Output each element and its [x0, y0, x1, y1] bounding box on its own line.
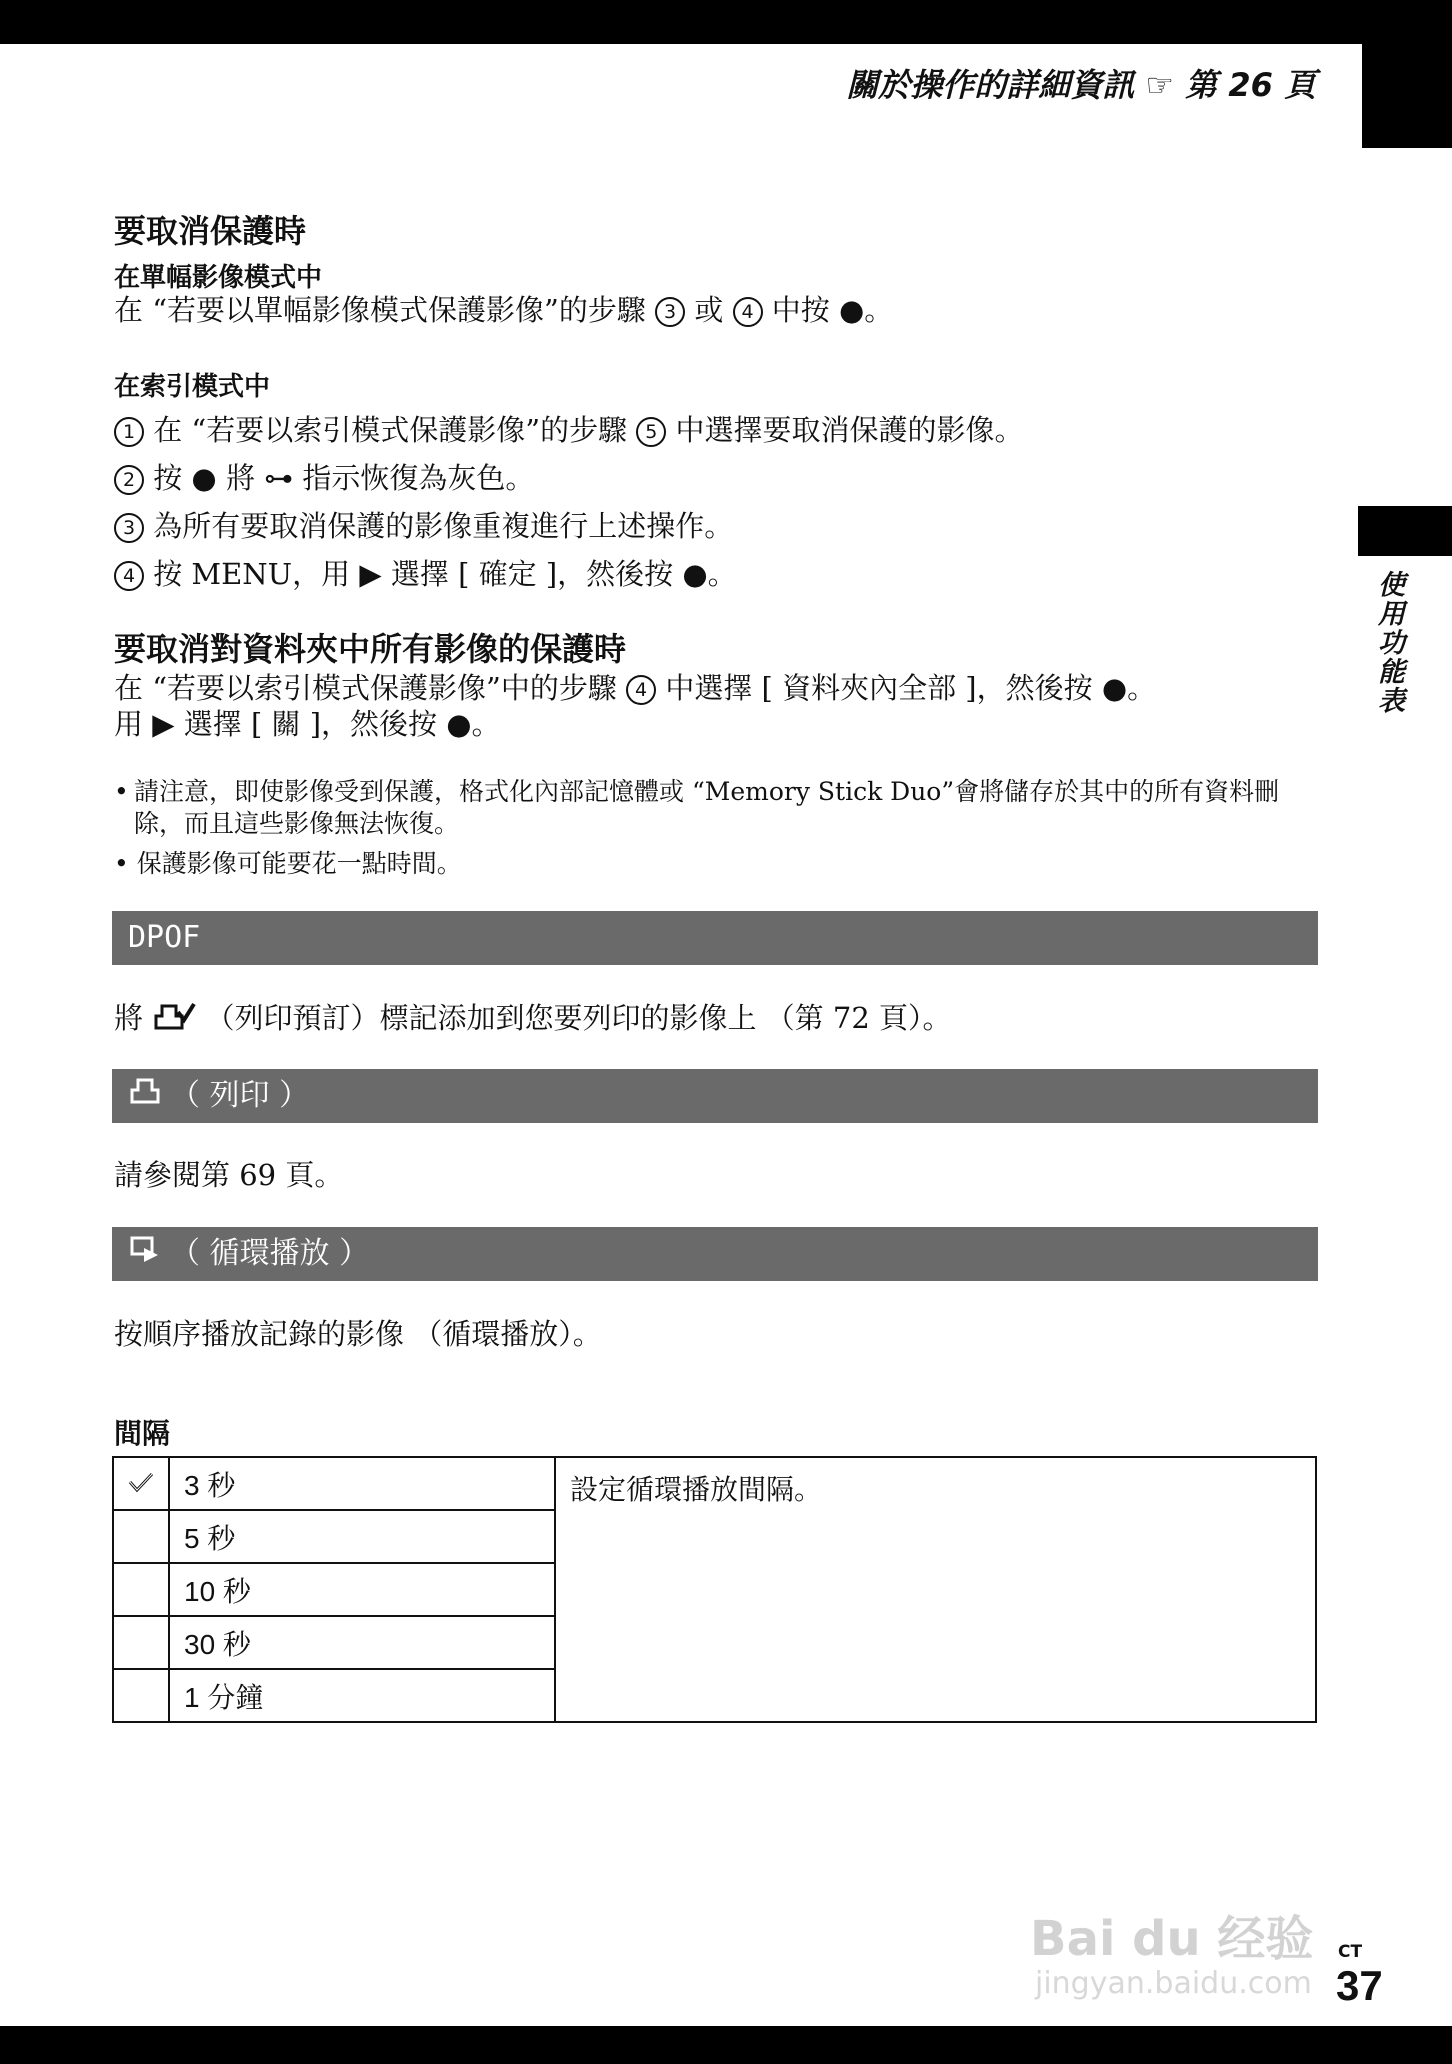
- note-2: • 保護影像可能要花一點時間。: [114, 849, 462, 878]
- slideshow-bar: （ 循環播放 ）: [112, 1227, 1318, 1281]
- print-bar: （ 列印 ）: [112, 1069, 1318, 1123]
- print-text: 請參閱第 69 頁。: [114, 1158, 344, 1192]
- dpof-bar: DPOF: [112, 911, 1318, 965]
- folder-unprotect-title: 要取消對資料夾中所有影像的保護時: [114, 630, 627, 668]
- page-language-label: CT: [1338, 1942, 1363, 1962]
- default-check-icon: [113, 1457, 169, 1510]
- single-mode-heading: 在單幅影像模式中: [114, 263, 323, 293]
- top-black-bar: [0, 0, 1452, 44]
- index-step-4: 4 按 MENU，用 ▶ 選擇 [ 確定 ]，然後按 ●。: [114, 556, 737, 592]
- unprotect-title: 要取消保護時: [114, 212, 307, 250]
- interval-option: 5 秒: [169, 1510, 555, 1563]
- interval-table: [112, 1456, 1317, 1723]
- index-step-2: 2 按 ● 將 ⊶ 指示恢復為灰色。: [114, 460, 534, 496]
- interval-description: 設定循環播放間隔。: [555, 1457, 1316, 1722]
- index-mode-heading: 在索引模式中: [114, 372, 271, 402]
- bottom-black-bar: [0, 2026, 1452, 2064]
- interval-option: 30 秒: [169, 1616, 555, 1669]
- watermark-logo: Bai du 经验: [1030, 1911, 1314, 1967]
- side-section-label: 使用功能表: [1373, 570, 1404, 715]
- interval-option: 1 分鐘: [169, 1669, 555, 1722]
- corner-tab: [1362, 44, 1452, 148]
- index-step-1: 1 在 “若要以索引模式保護影像”的步驟 5 中選擇要取消保護的影像。: [114, 412, 1024, 448]
- interval-option: 3 秒: [169, 1457, 555, 1510]
- note-1: • 請注意，即使影像受到保護，格式化內部記憶體或 “Memory Stick Duo”會將儲存於其中的所有資料刪除，而且這些影像無法恢復。: [114, 777, 1280, 838]
- slideshow-icon: [128, 1228, 162, 1282]
- step-number: 4: [733, 297, 763, 327]
- print-icon: [128, 1070, 162, 1124]
- step-number: 3: [655, 297, 685, 327]
- section-tab: [1358, 506, 1452, 556]
- header-reference: 關於操作的詳細資訊 ☞ 第 26 頁: [846, 66, 1316, 104]
- folder-unprotect-line2: 用 ▶ 選擇 [ 關 ]，然後按 ●。: [114, 707, 501, 741]
- print-order-icon: [152, 1002, 196, 1040]
- interval-option: 10 秒: [169, 1563, 555, 1616]
- page-number: 37: [1336, 1962, 1383, 2009]
- single-mode-text: 在 “若要以單幅影像模式保護影像”的步驟 3 或 4 中按 ●。: [114, 293, 894, 327]
- watermark-url: jingyan.baidu.com: [1035, 1966, 1312, 2001]
- interval-title: 間隔: [114, 1417, 171, 1450]
- slideshow-text: 按順序播放記錄的影像 （循環播放）。: [114, 1317, 602, 1351]
- index-step-3: 3 為所有要取消保護的影像重複進行上述操作。: [114, 508, 733, 544]
- table-row: [113, 1457, 1316, 1510]
- folder-unprotect-line1: 在 “若要以索引模式保護影像”中的步驟 4 中選擇 [ 資料夾內全部 ]，然後按 ●。: [114, 671, 1157, 705]
- dpof-text: 將 （列印預訂）標記添加到您要列印的影像上 （第 72 頁）。: [114, 1000, 952, 1040]
